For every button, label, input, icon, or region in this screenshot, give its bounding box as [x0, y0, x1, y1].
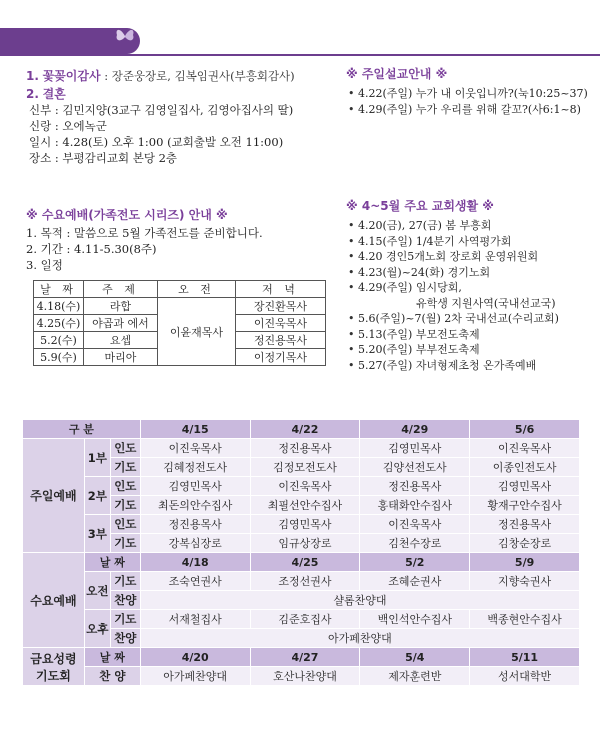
wednesday-title: ※ 수요예배(가족전도 시리즈) 안내 ※ — [26, 208, 228, 222]
wednesday-schedule-table: 날 짜 주 제 오 전 저 녁 4.18(수) 라합 이윤재목사 장진환목사 4.25(수) 야곱과 에서 이진욱목사 5.2(수) 요셉 정진용목사 5.9(수) 마리아 이정기목사 — [33, 280, 326, 366]
wedding-details: 신부 : 김민지양(3교구 김영일집사, 김영아집사의 딸) 신랑 : 오에녹군 일시 : 4.28(토) 오후 1:00 (교회출발 오전 11:00) 장소 : 부평감리교회 본당 2층 — [29, 103, 294, 165]
congregation-news — [26, 68, 295, 166]
table-row: 기도 김혜정전도사 김정모전도사 김양선전도사 이종인전도사 — [23, 458, 580, 477]
events-title: ※ 4~5월 주요 교회생활 ※ — [346, 199, 494, 213]
event-item: • 4.29(주일) 임시당회, — [346, 280, 559, 296]
table-row: 찬양 샬롬찬양대 — [23, 591, 580, 610]
church-events — [346, 198, 559, 373]
event-item: • 4.15(주일) 1/4분기 사역평가회 — [346, 234, 559, 250]
butterfly-icon — [114, 26, 136, 46]
wednesday-notice: ※ 수요예배(가족전도 시리즈) 안내 ※ 1. 목적 : 말씀으로 5월 가족전도를 준비합니다. 2. 기간 : 4.11-5.30(8주) 3. 일정 — [26, 208, 263, 272]
header-row: 구 분 4/15 4/22 4/29 5/6 — [23, 420, 580, 439]
table-row: 4.25(수) 야곱과 에서 이진욱목사 — [34, 315, 326, 332]
sermon-item: • 4.22(주일) 누가 내 이웃입니까?(눅10:25~37) — [346, 86, 588, 102]
table-row: 오후 기도 서재철집사 김준호집사 백인석안수집사 백종현안수집사 — [23, 610, 580, 629]
table-row: 5.2(수) 요셉 정진용목사 — [34, 332, 326, 349]
event-continuation: 유학생 지원사역(국내선교국) — [416, 296, 556, 310]
flower-thanks: 1. 꽃꽂이감사 : 장준웅장로, 김복임권사(부흥회감사) — [26, 69, 295, 83]
table-row: 5.9(수) 마리아 이정기목사 — [34, 349, 326, 366]
table-row: 기도 최돈의안수집사 최필선안수집사 홍태화안수집사 황재구안수집사 — [23, 496, 580, 515]
table-row: 주일예배 1부 인도 이진욱목사 정진용목사 김영민목사 이진욱목사 — [23, 439, 580, 458]
table-row: 기도 강복심장로 임규상장로 김천수장로 김창순장로 — [23, 534, 580, 553]
table-row: 찬 양 아가페찬양대 호산나찬양대 제자훈련반 성서대학반 — [23, 667, 580, 686]
event-item: • 4.20 경인5개노회 장로회 운영위원회 — [346, 249, 559, 265]
table-row: 2부 인도 김영민목사 이진욱목사 정진용목사 김영민목사 — [23, 477, 580, 496]
sermon-title: ※ 주일설교안내 ※ — [346, 67, 448, 81]
event-item: • 5.27(주일) 자녀형제초청 온가족예배 — [346, 358, 559, 374]
table-row: 오전 기도 조숙연권사 조정선권사 조혜순권사 지향숙권사 — [23, 572, 580, 591]
table-row: 찬양 아가페찬양대 — [23, 629, 580, 648]
event-item: • 5.13(주일) 부모전도축제 — [346, 327, 559, 343]
sermon-item: • 4.29(주일) 누가 우리를 위해 갈꼬?(사6:1~8) — [346, 102, 588, 118]
table-row: 수요예배 날 짜 4/18 4/25 5/2 5/9 — [23, 553, 580, 572]
banner-divider — [0, 54, 600, 56]
banner-title: 교우소식 — [34, 4, 96, 22]
table-row: 금요성령 기도회 날 짜 4/20 4/27 5/4 5/11 — [23, 648, 580, 667]
event-item: • 5.6(주일)~7(월) 2차 국내선교(수리교회) — [346, 311, 559, 327]
wedding-heading: 2. 결혼 — [26, 87, 66, 101]
table-row: 3부 인도 정진용목사 김영민목사 이진욱목사 정진용목사 — [23, 515, 580, 534]
worship-schedule-table — [22, 419, 580, 686]
sermon-notice — [346, 66, 588, 117]
event-item: • 4.20(금), 27(금) 봄 부흥회 — [346, 218, 559, 234]
event-item: • 4.23(월)~24(화) 경기노회 — [346, 265, 559, 281]
table-row: 4.18(수) 라합 이윤재목사 장진환목사 — [34, 298, 326, 315]
event-item: • 5.20(주일) 부부전도축제 — [346, 342, 559, 358]
